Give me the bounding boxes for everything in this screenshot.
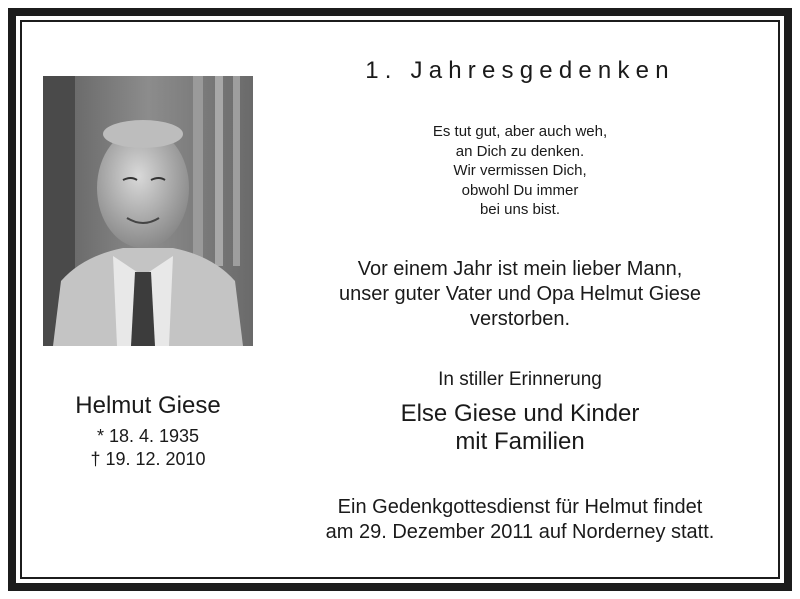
family-line: Else Giese und Kinder (400, 400, 640, 427)
deceased-name: Helmut Giese (75, 392, 221, 419)
notice-line: Vor einem Jahr ist mein lieber Mann, (357, 258, 683, 280)
death-notice (290, 257, 750, 332)
poem-line: bei uns bist. (479, 201, 561, 218)
memorial-service-note (290, 495, 750, 545)
service-line: Ein Gedenkgottesdienst für Helmut findet (337, 496, 703, 518)
birth-date: * 18. 4. 1935 (96, 426, 200, 446)
poem-line: an Dich zu denken. (455, 142, 585, 160)
portrait-photo (43, 76, 253, 346)
memory-line: In stiller Erinnerung (438, 369, 602, 390)
notice-line: unser guter Vater und Opa Helmut Giese (338, 283, 702, 305)
family-signature (290, 400, 750, 456)
notice-line: verstorben. (469, 308, 571, 330)
headline: 1. Jahresgedenken (365, 57, 675, 84)
poem-line: Wir vermissen Dich, (453, 162, 587, 179)
poem-line: Es tut gut, aber auch weh, (432, 123, 608, 140)
poem (290, 122, 750, 220)
service-line: am 29. Dezember 2011 auf Norderney statt. (325, 521, 715, 543)
death-date: † 19. 12. 2010 (90, 449, 206, 469)
poem-line: obwohl Du immer (461, 181, 579, 199)
family-line: mit Familien (455, 428, 585, 455)
